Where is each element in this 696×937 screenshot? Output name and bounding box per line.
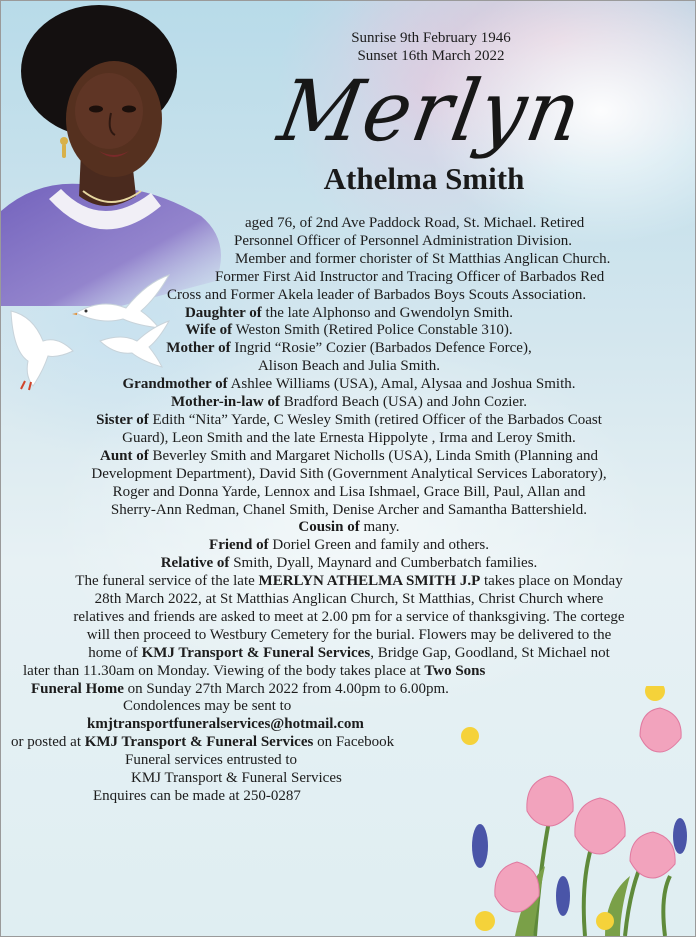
text-run: or posted at (11, 734, 85, 751)
text-line (1, 663, 696, 681)
text-run: Cross and Former Akela leader of Barbados Boys Scouts Association. (167, 286, 587, 303)
obituary-text (1, 215, 696, 806)
text-run: later than 11.30am on Monday. Viewing of the body takes place at (23, 662, 425, 679)
text-run: the late Alphonso and Gwendolyn Smith. (261, 304, 514, 321)
text-run: Bradford Beach (USA) and John Cozier. (279, 394, 528, 411)
bold-text: KMJ Transport & Funeral Services (84, 734, 314, 751)
text-line (1, 770, 696, 788)
sunset-date: Sunset 16th March 2022 (357, 48, 505, 64)
text-run: Alison Beach and Julia Smith. (257, 358, 441, 375)
text-run: Roger and Donna Yarde, Lennox and Lisa Ishmael, Grace Bill, Paul, Allan and (112, 483, 586, 500)
text-line (1, 698, 696, 716)
text-run: Doriel Green and family and others. (268, 537, 489, 554)
life-dates (301, 29, 561, 65)
text-run: relatives and friends are asked to meet at 2.00 pm for a service of thanksgiving. The cortege (73, 608, 625, 625)
text-run: Development Department), David Sith (Government Analytical Services Laboratory), (91, 465, 607, 482)
text-run: will then proceed to Westbury Cemetery for the burial. Flowers may be delivered to the (86, 626, 612, 643)
first-name-script: Merlyn (271, 62, 590, 160)
text-line (1, 358, 696, 376)
text-line (1, 484, 696, 502)
text-line (1, 412, 696, 430)
text-line (1, 752, 696, 770)
bold-text: Funeral Home (31, 680, 124, 697)
text-run: Condolences may be sent to (123, 698, 292, 715)
text-line (1, 591, 696, 609)
text-run: Sherry-Ann Redman, Chanel Smith, Denise Archer and Samantha Battershield. (110, 501, 588, 518)
text-run: Enquires can be made at 250-0287 (93, 788, 301, 804)
text-run: home of (88, 644, 142, 661)
text-line (1, 681, 696, 699)
text-run: aged 76, of 2nd Ave Paddock Road, St. Michael. Retired (245, 215, 585, 231)
text-line (1, 340, 696, 358)
bold-text: Mother of (166, 340, 231, 357)
bold-text: Friend of (209, 537, 269, 554)
text-line (1, 305, 696, 323)
bold-text: Grandmother of (122, 376, 228, 393)
text-line (1, 233, 696, 251)
text-line (1, 376, 696, 394)
text-line (1, 502, 696, 520)
text-run: takes place on Monday (480, 573, 623, 590)
text-line (1, 573, 696, 591)
text-line (1, 609, 696, 627)
text-line (1, 645, 696, 663)
text-line (1, 519, 696, 537)
bold-text: Mother-in-law of (170, 394, 280, 411)
bold-text: Sister of (96, 411, 149, 428)
text-run: many. (359, 519, 400, 536)
text-line (1, 555, 696, 573)
text-line (1, 788, 696, 806)
text-run: The funeral service of the late (75, 573, 259, 590)
text-run: , Bridge Gap, Goodland, St Michael not (370, 644, 610, 661)
text-line (1, 537, 696, 555)
text-run: Member and former chorister of St Matthias Anglican Church. (235, 250, 611, 267)
text-run: KMJ Transport & Funeral Services (131, 770, 342, 787)
text-line (1, 466, 696, 484)
bold-text: MERLYN ATHELMA SMITH J.P (258, 573, 481, 590)
text-run: Beverley Smith and Margaret Nicholls (USA), Linda Smith (Planning and (148, 447, 598, 464)
text-run: Ashlee Williams (USA), Amal, Alysaa and Joshua Smith. (227, 376, 576, 393)
text-line (1, 287, 696, 305)
sunrise-date: Sunrise 9th February 1946 (351, 30, 511, 46)
text-line (1, 394, 696, 412)
text-run: Weston Smith (Retired Police Constable 310). (232, 322, 513, 339)
text-run: Edith “Nita” Yarde, C Wesley Smith (retired Officer of the Barbados Coast (148, 411, 602, 428)
text-line (1, 251, 696, 269)
surname-heading: Athelma Smith (323, 161, 525, 196)
text-line (1, 627, 696, 645)
text-run: on Sunday 27th March 2022 from 4.00pm to 6.00pm. (123, 680, 449, 697)
bold-text: kmjtransportfuneralservices@hotmail.com (87, 716, 364, 733)
text-line (1, 269, 696, 287)
text-line (1, 322, 696, 340)
bold-text: Cousin of (298, 519, 360, 536)
bold-text: Wife of (185, 322, 233, 339)
bold-text: Two Sons (424, 662, 486, 679)
text-line (1, 448, 696, 466)
text-run: Ingrid “Rosie” Cozier (Barbados Defence Force), (230, 340, 532, 357)
bold-text: KMJ Transport & Funeral Services (141, 644, 371, 661)
text-run: on Facebook (313, 734, 395, 751)
text-line (1, 430, 696, 448)
text-run: 28th March 2022, at St Matthias Anglican Church, St Matthias, Christ Church where (94, 591, 604, 608)
bold-text: Daughter of (184, 304, 262, 321)
text-line (1, 716, 696, 734)
text-run: Former First Aid Instructor and Tracing Officer of Barbados Red (215, 268, 605, 285)
text-run: Funeral services entrusted to (125, 752, 298, 769)
text-run: Guard), Leon Smith and the late Ernesta Hippolyte , Irma and Leroy Smith. (122, 429, 576, 446)
bold-text: Aunt of (99, 447, 149, 464)
text-run: Personnel Officer of Personnel Administration Division. (234, 232, 573, 249)
text-line (1, 215, 696, 233)
text-run: Smith, Dyall, Maynard and Cumberbatch families. (229, 555, 538, 572)
bold-text: Relative of (160, 555, 230, 572)
text-line (1, 734, 696, 752)
